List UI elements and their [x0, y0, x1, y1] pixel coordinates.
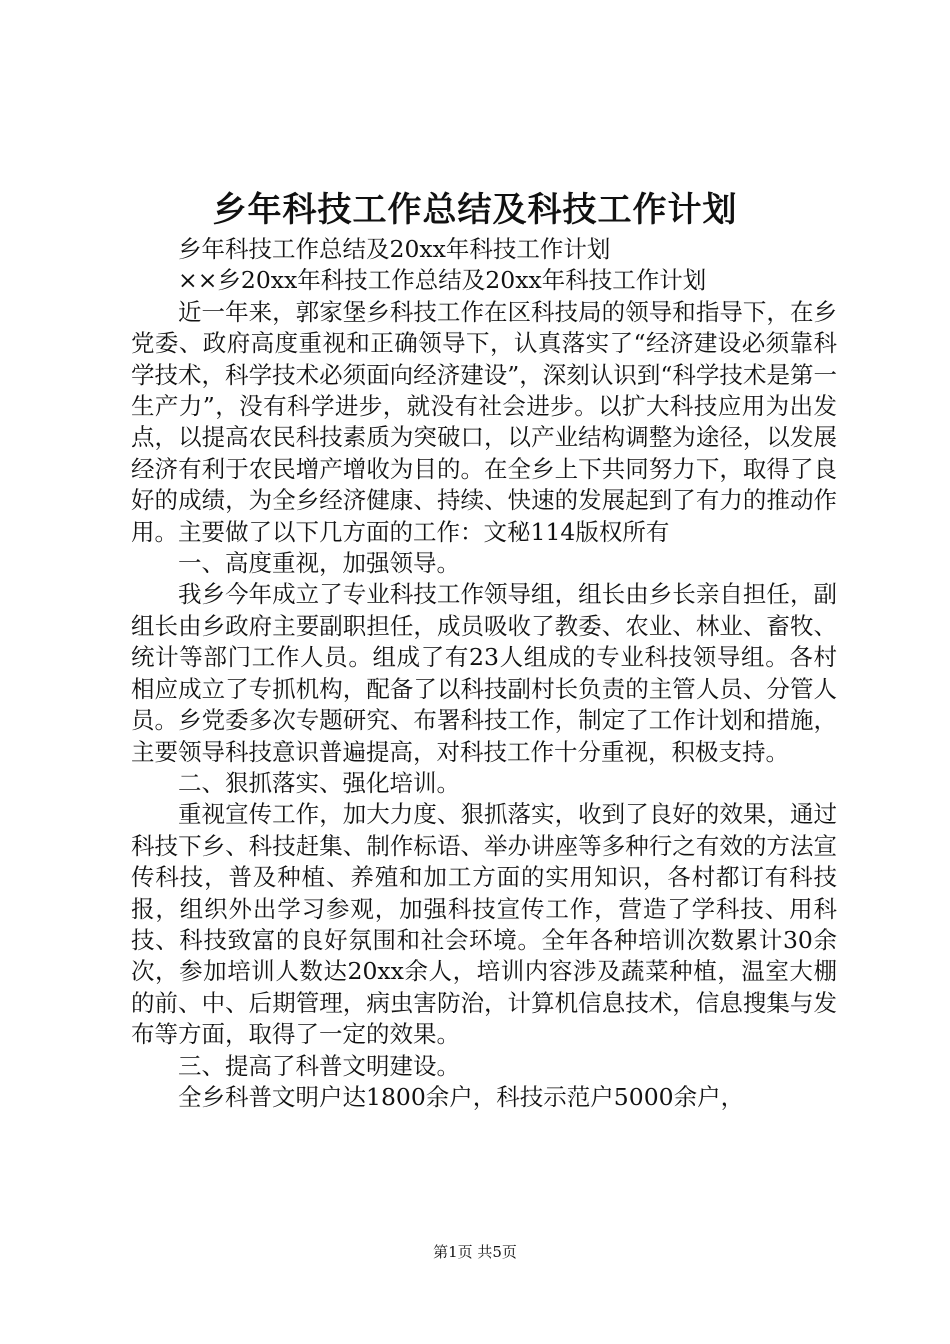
document-title: 乡年科技工作总结及科技工作计划 [212, 190, 738, 230]
subtitle-line: ××乡20xx年科技工作总结及20xx年科技工作计划 [178, 266, 707, 295]
section-heading: 三、提高了科普文明建设。 [178, 1051, 460, 1080]
section-heading: 一、高度重视，加强领导。 [178, 549, 460, 578]
body-paragraph: 全乡科普文明户达1800余户，科技示范户5000余户， [178, 1082, 745, 1111]
document-body [131, 234, 837, 1113]
subtitle-line: 乡年科技工作总结及20xx年科技工作计划 [178, 235, 611, 263]
body-paragraph: 我乡今年成立了专业科技工作领导组，组长由乡长亲自担任，副组长由乡政府主要副职担任，成员吸收了教委、农业、林业、畜牧、统计等部门工作人员。组成了有23人组成的专业科技领导组。各村相应成立了专抓机构，配备了以科技副村长负责的主管人员、分管人员。乡党委多次专题研究、布署科技工作，制定了工作计划和措施，主要领导科技意识普遍提高，对科技工作十分重视，积极支持。 [131, 580, 837, 766]
section-heading: 二、狠抓落实、强化培训。 [178, 768, 460, 797]
body-paragraph: 重视宣传工作，加大力度、狠抓落实，收到了良好的效果，通过科技下乡、科技赶集、制作标语、举办讲座等多种行之有效的方法宣传科技，普及种植、养殖和加工方面的实用知识，各村都订有科技报，组织外出学习参观，加强科技宣传工作，营造了学科技、用科技、科技致富的良好氛围和社会环境。全年各种培训次数累计30余次，参加培训人数达20xx余人，培训内容涉及蔬菜种植，温室大棚的前、中、后期管理，病虫害防治，计算机信息技术，信息搜集与发布等方面，取得了一定的效果。 [131, 800, 837, 1049]
body-paragraph: 近一年来，郭家堡乡科技工作在区科技局的领导和指导下，在乡党委、政府高度重视和正确领导下，认真落实了“经济建设必须靠科学技术，科学技术必须面向经济建设”，深刻认识到“科学技术是第一生产力”，没有科学进步，就没有社会进步。以扩大科技应用为出发点，以提高农民科技素质为突破口，以产业结构调整为途径，以发展经济有利于农民增产增收为目的。在全乡上下共同努力下，取得了良好的成绩，为全乡经济健康、持续、快速的发展起到了有力的推动作用。主要做了以下几方面的工作：文秘114版权所有 [131, 297, 837, 546]
page-footer: 第1页 共5页 [433, 1243, 517, 1261]
